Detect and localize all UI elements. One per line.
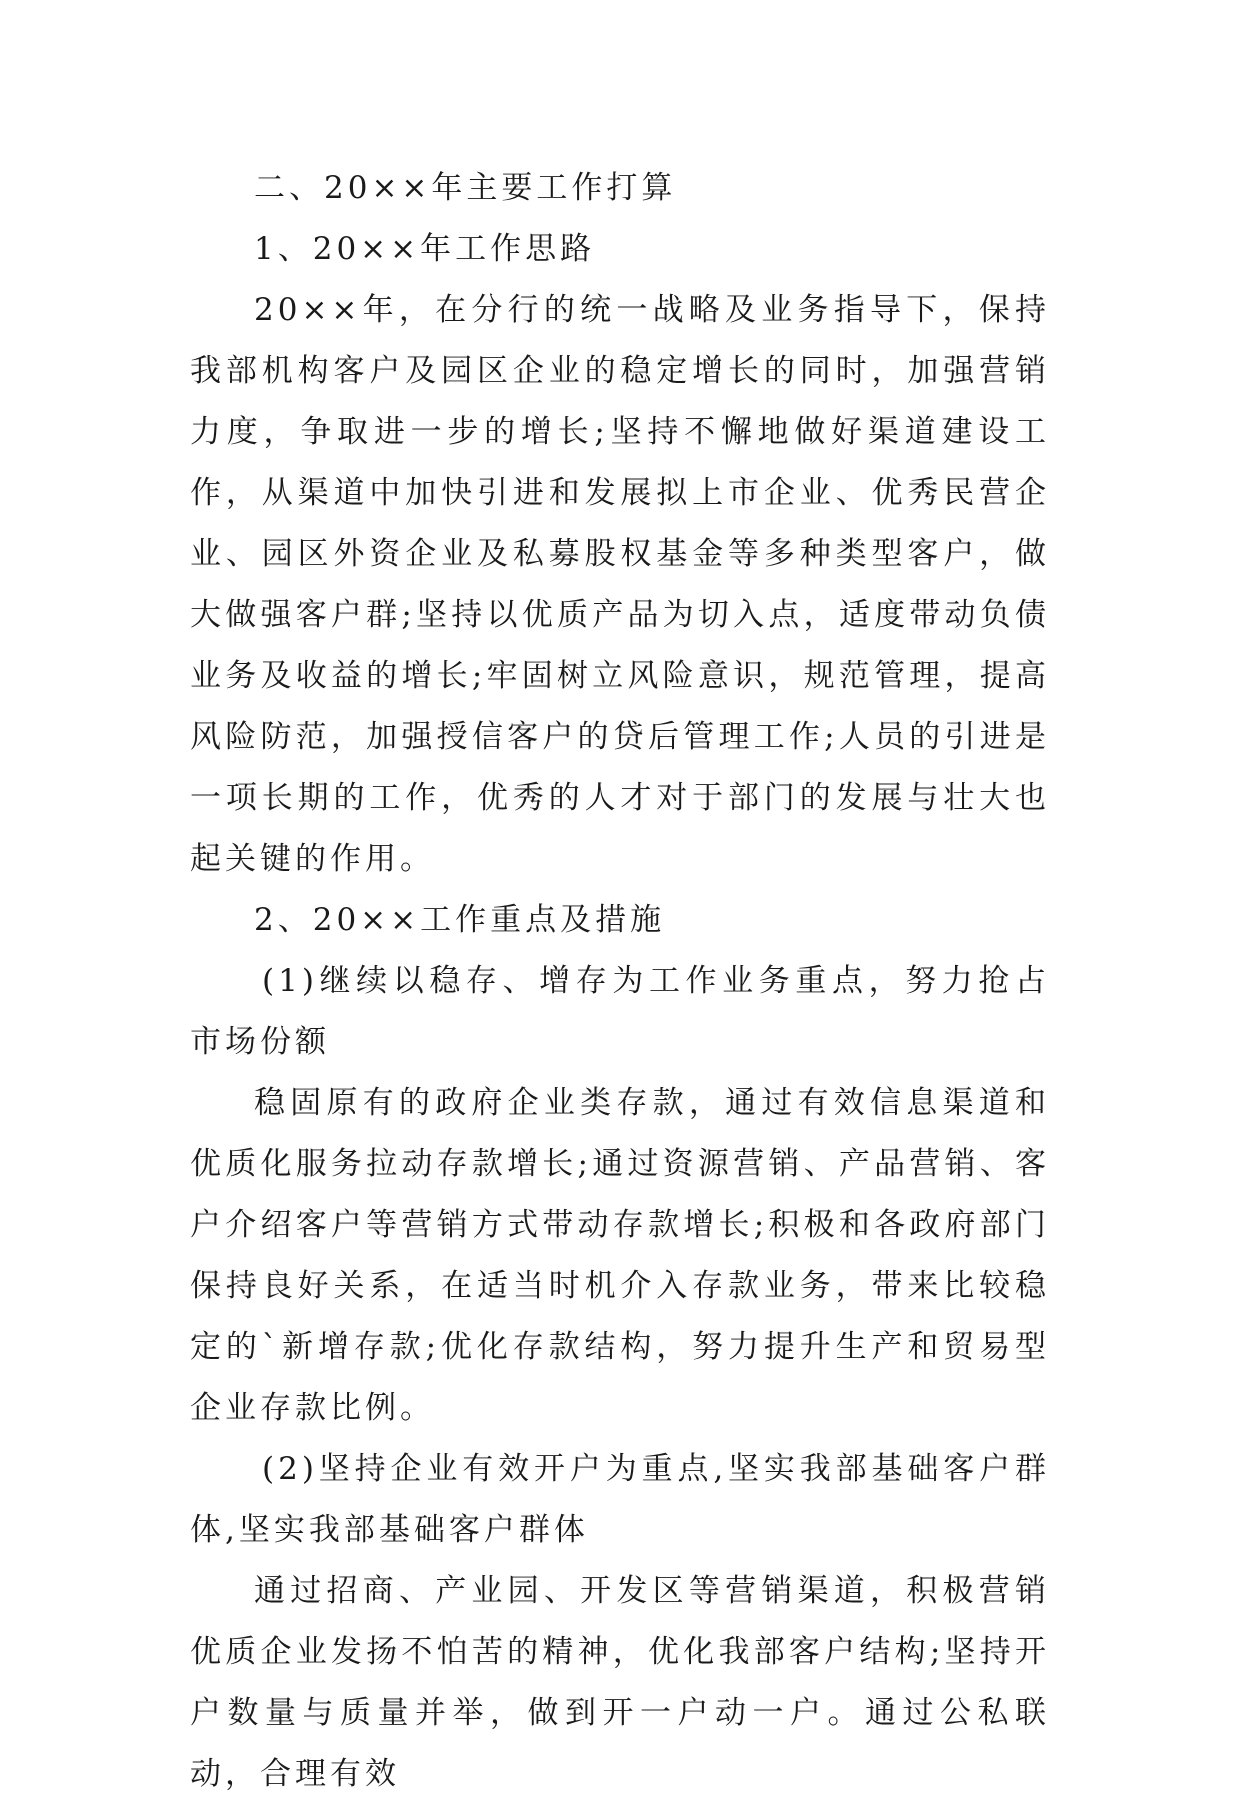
body-paragraph: 稳固原有的政府企业类存款，通过有效信息渠道和优质化服务拉动存款增长;通过资源营销、产品营销、客户介绍客户等营销方式带动存款增长;积极和各政府部门保持良好关系，在适当时机介入存款业务，带来比较稳定的`新增存款;优化存款结构，努力提升生产和贸易型企业存款比例。 [190,1085,1050,1426]
item-heading: (2)坚持企业有效开户为重点,坚实我部基础客户群体,坚实我部基础客户群体 [190,1451,1050,1548]
document-body [190,158,1050,1805]
section-heading: 二、20××年主要工作打算 [254,170,677,206]
body-paragraph: 20××年，在分行的统一战略及业务指导下，保持我部机构客户及园区企业的稳定增长的同时，加强营销力度，争取进一步的增长;坚持不懈地做好渠道建设工作，从渠道中加快引进和发展拟上市企业、优秀民营企业、园区外资企业及私募股权基金等多种类型客户，做大做强客户群;坚持以优质产品为切入点，适度带动负债业务及收益的增长;牢固树立风险意识，规范管理，提高风险防范，加强授信客户的贷后管理工作;人员的引进是一项长期的工作，优秀的人才对于部门的发展与壮大也起关键的作用。 [190,292,1050,877]
subsection-heading: 2、20××工作重点及措施 [254,902,666,938]
subsection-heading: 1、20××年工作思路 [254,231,596,267]
body-paragraph: 通过招商、产业园、开发区等营销渠道，积极营销优质企业发扬不怕苦的精神，优化我部客户结构;坚持开户数量与质量并举，做到开一户动一户。通过公私联动，合理有效 [190,1573,1050,1792]
item-heading: (1)继续以稳存、增存为工作业务重点，努力抢占市场份额 [190,963,1050,1060]
